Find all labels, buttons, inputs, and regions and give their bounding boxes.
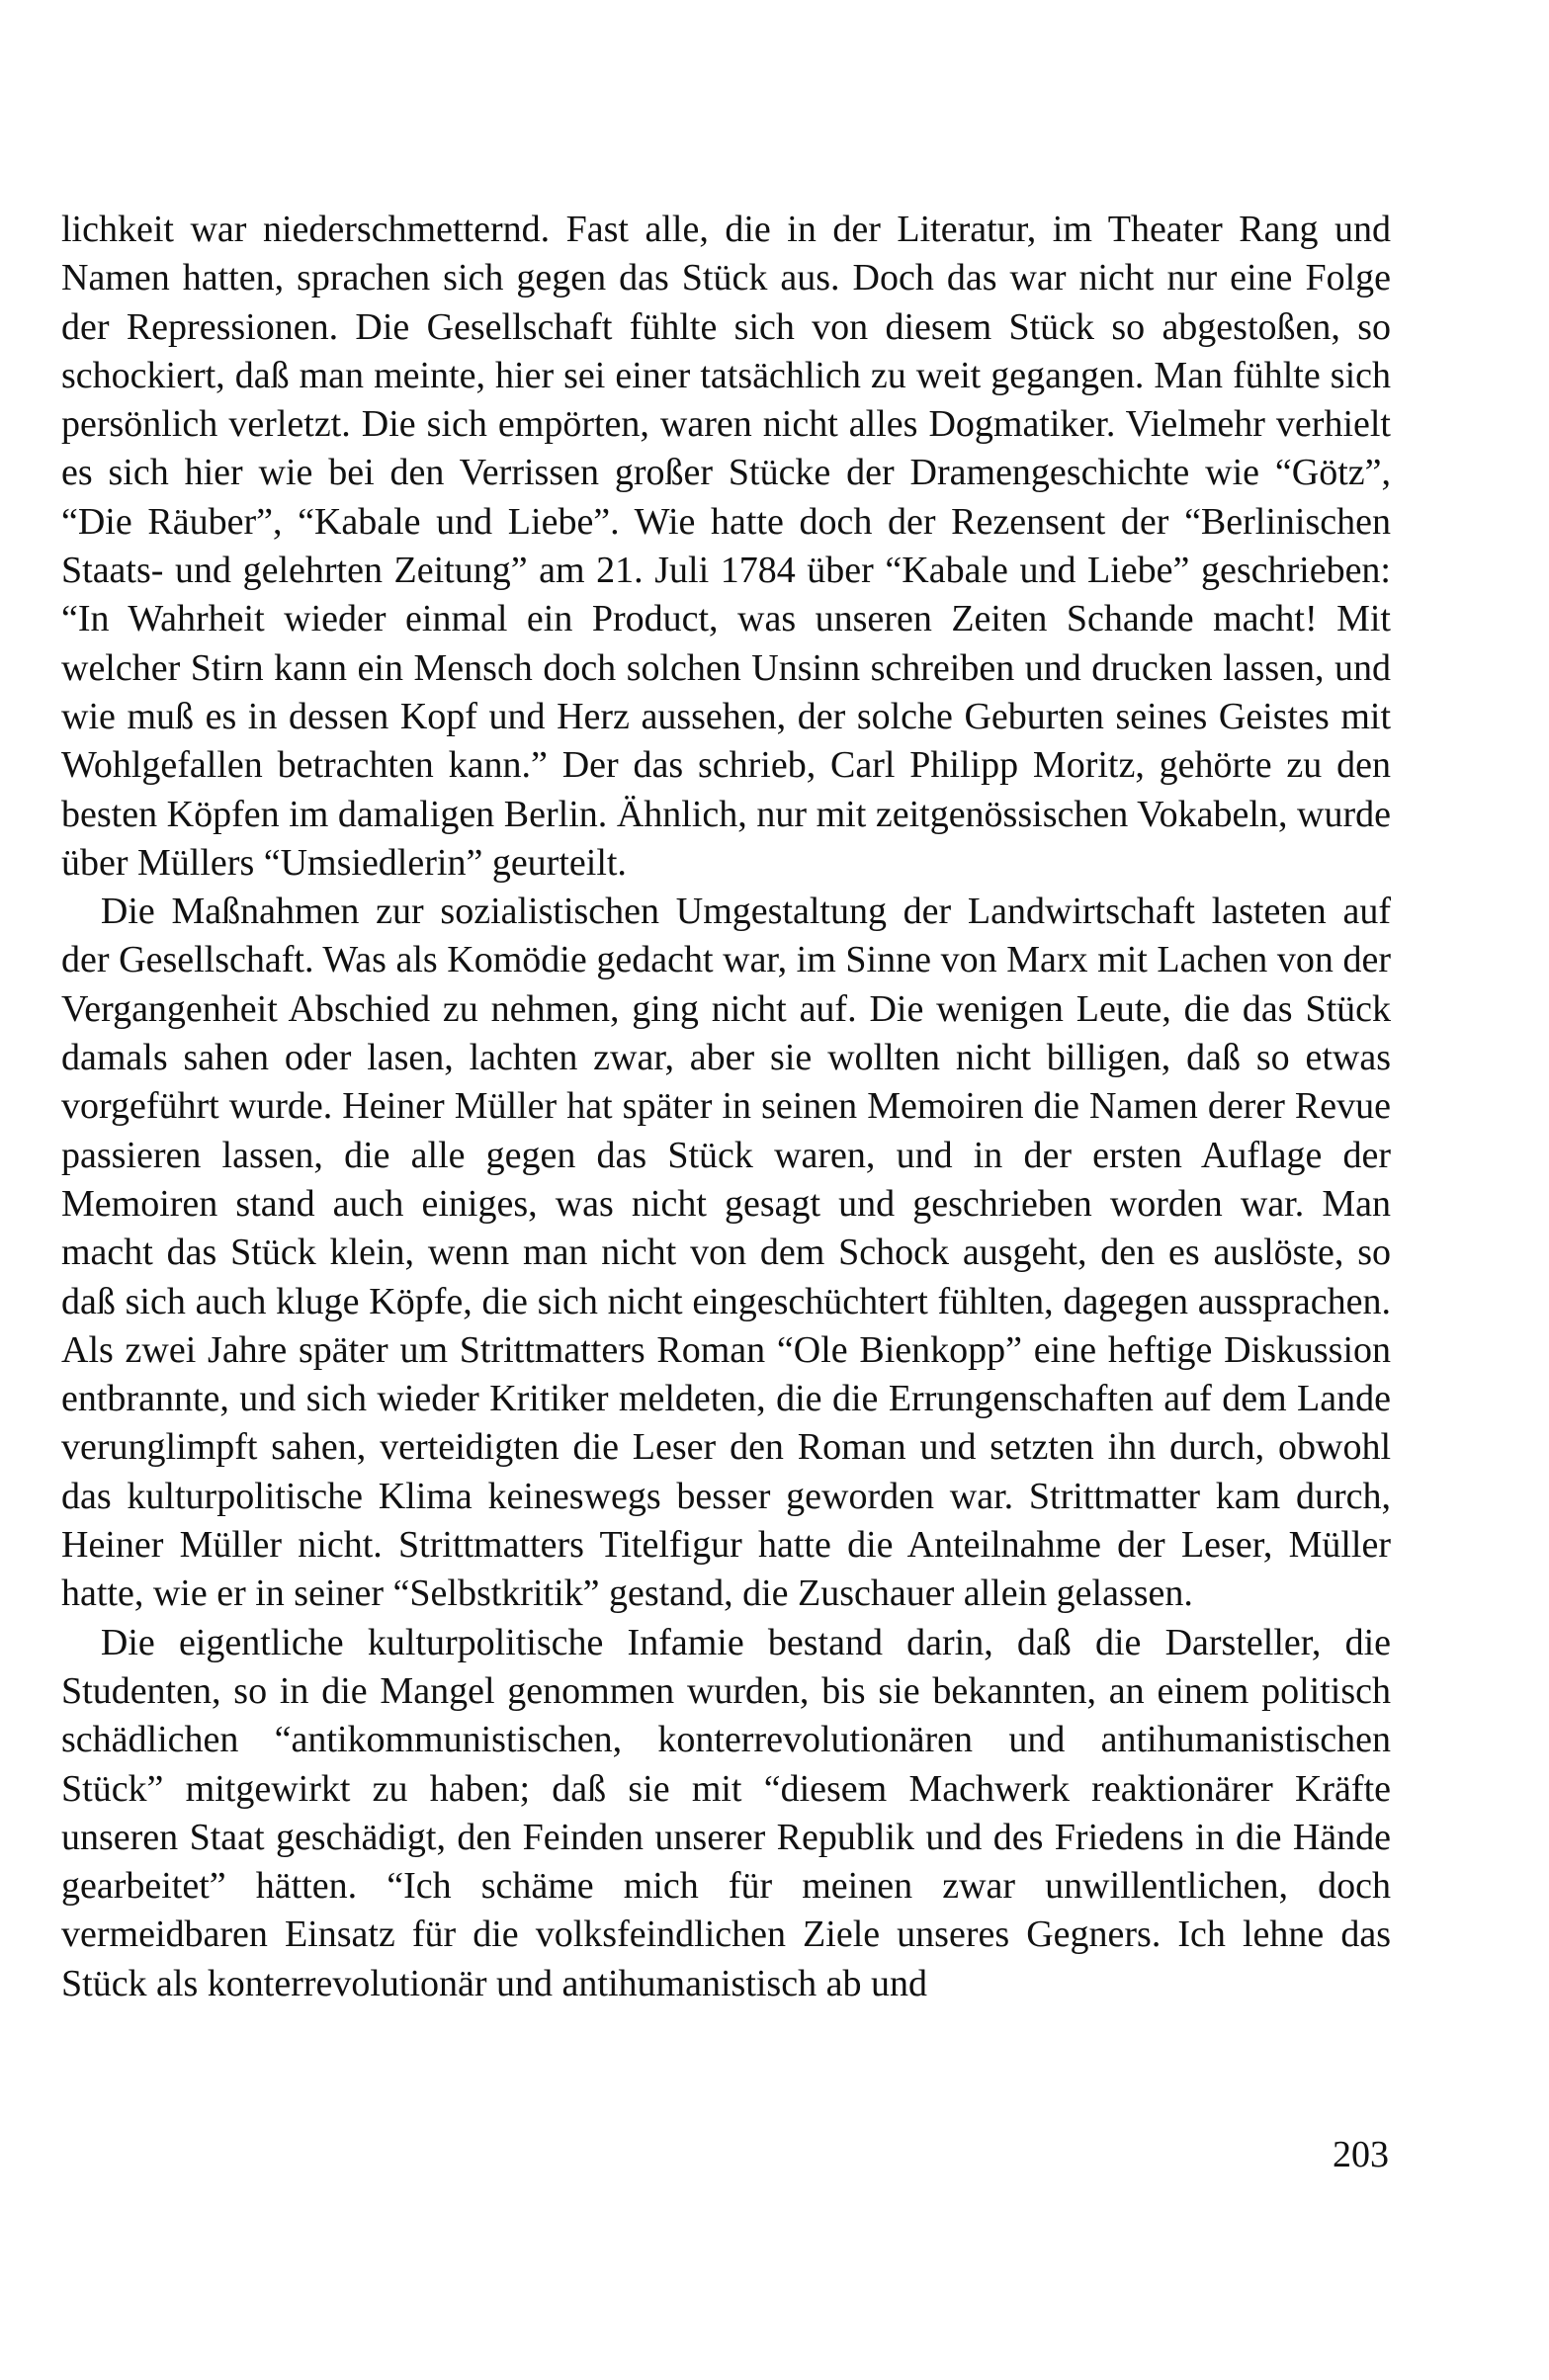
paragraph-3: Die eigentliche kulturpolitische Infamie bestand darin, daß die Darsteller, die Studenten, so in die Mangel genommen wurden, bis sie bekannten, an einem politisch schädlichen “antikommunistischen, konterrevolutionären und antihumanistischen Stück” mitgewirkt zu haben; daß sie mit “diesem Machwerk reaktionärer Kräfte unseren Staat geschädigt, den Feinden unserer Republik und des Friedens in die Hände gearbeitet” hätten. “Ich schäme mich für meinen zwar unwillentlichen, doch vermeidbaren Einsatz für die volksfeindlichen Ziele unseres Gegners. Ich lehne das Stück als konterrevolutionär und antihumanistisch ab und bbox=[61, 1621, 1391, 2004]
paragraph-1: lichkeit war niederschmetternd. Fast alle, die in der Literatur, im Theater Rang und Namen hatten, sprachen sich gegen das Stück aus. Doch das war nicht nur eine Folge der Repressionen. Die Gesellschaft fühlte sich von diesem Stück so abgestoßen, so schockiert, daß man meinte, hier sei einer tatsächlich zu weit gegangen. Man fühlte sich persönlich verletzt. Die sich empörten, waren nicht alles Dogmatiker. Vielmehr verhielt es sich hier wie bei den Verrissen großer Stücke der Dramengeschichte wie “Götz”, “Die Räuber”, “Kabale und Liebe”. Wie hatte doch der Rezensent der “Berlinischen Staats- und gelehrten Zeitung” am 21. Juli 1784 über “Kabale und Liebe” geschrieben: “In Wahrheit wieder einmal ein Product, was unseren Zeiten Schande macht! Mit welcher Stirn kann ein Mensch doch solchen Unsinn schreiben und drucken lassen, und wie muß es in dessen Kopf und Herz aussehen, der solche Geburten seines Geistes mit Wohlgefallen betrachten kann.” Der das schrieb, Carl Philipp Moritz, gehörte zu den besten Köpfen im damaligen Berlin. Ähnlich, nur mit zeitgenössischen Vokabeln, wurde über Müllers “Umsiedlerin” geurteilt. bbox=[61, 209, 1391, 884]
paragraph-2: Die Maßnahmen zur sozialistischen Umgestaltung der Landwirtschaft lasteten auf der Gesellschaft. Was als Komödie gedacht war, im Sinne von Marx mit Lachen von der Vergangenheit Abschied zu nehmen, ging nicht auf. Die wenigen Leute, die das Stück damals sahen oder lasen, lachten zwar, aber sie wollten nicht billigen, daß so etwas vorgeführt wurde. Heiner Müller hat später in seinen Memoiren die Namen derer Revue passieren lassen, die alle gegen das Stück waren, und in der ersten Auflage der Memoiren stand auch einiges, was nicht gesagt und geschrieben worden war. Man macht das Stück klein, wenn man nicht von dem Schock ausgeht, den es auslöste, so daß sich auch kluge Köpfe, die sich nicht eingeschüchtert fühlten, dagegen aussprachen. Als zwei Jahre später um Strittmatters Roman “Ole Bienkopp” eine heftige Diskussion entbrannte, und sich wieder Kritiker meldeten, die die Errungenschaften auf dem Lande verunglimpft sahen, verteidigten die Leser den Roman und setzten ihn durch, obwohl das kulturpolitische Klima keineswegs besser geworden war. Strittmatter kam durch, Heiner Müller nicht. Strittmatters Titelfigur hatte die Anteilnahme der Leser, Müller hatte, wie er in seiner “Selbstkritik” gestand, die Zuschauer allein gelassen. bbox=[61, 891, 1391, 1615]
page-number: 203 bbox=[1333, 2134, 1389, 2175]
body-text bbox=[61, 206, 1391, 2008]
